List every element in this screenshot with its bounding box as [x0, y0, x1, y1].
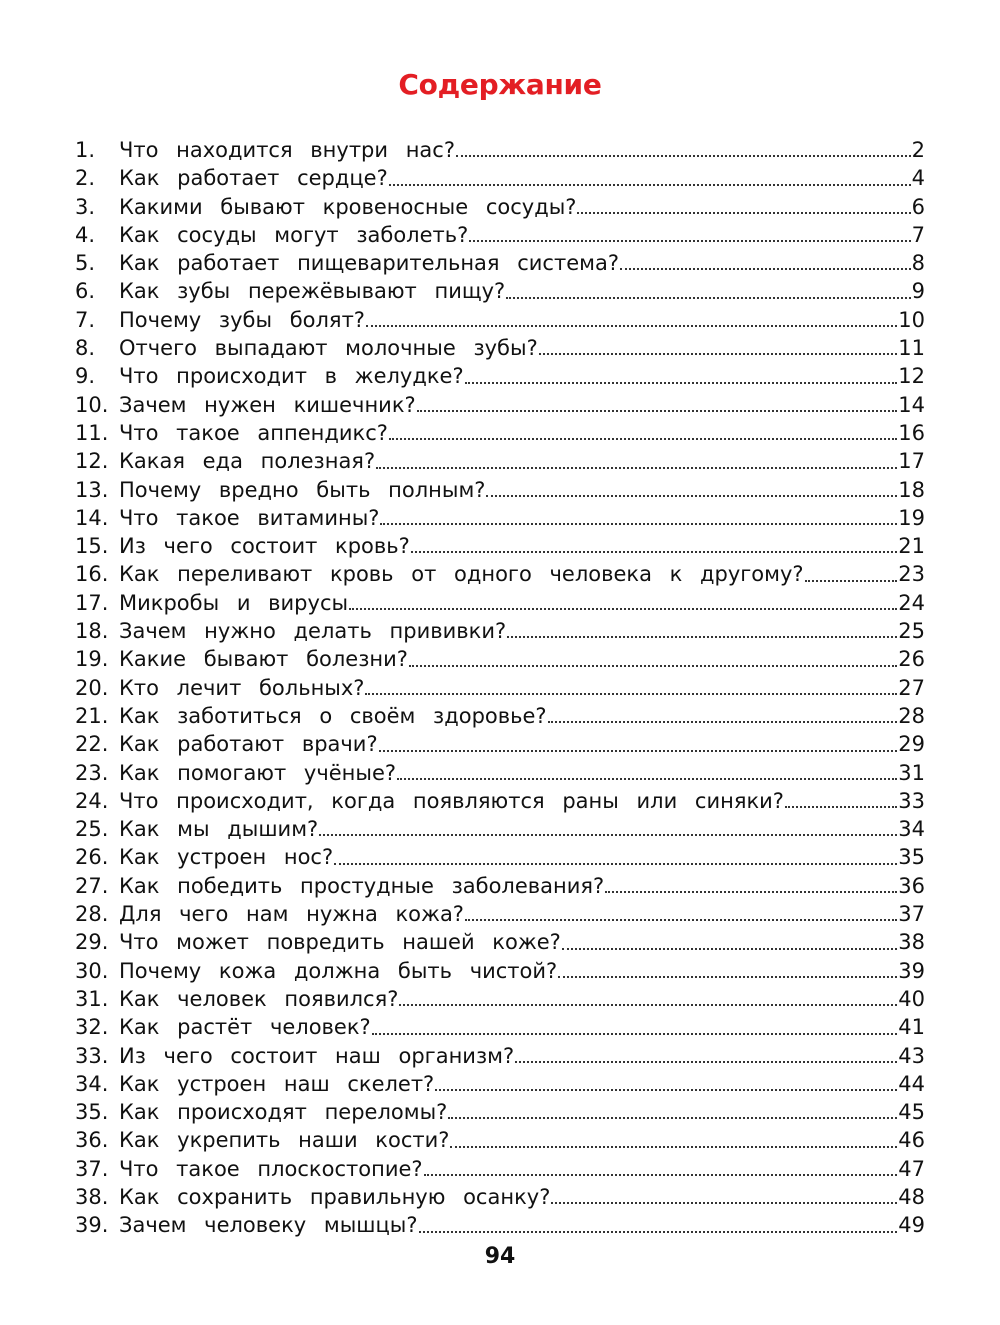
- toc-entry: [75, 560, 925, 588]
- toc-entry-page: 33: [898, 788, 925, 813]
- toc-entry-page: 17: [898, 449, 925, 474]
- dot-leader: [389, 184, 911, 186]
- toc-entry-number: 33.: [75, 1043, 109, 1068]
- dot-leader: [465, 919, 897, 921]
- toc-entry-title: Как происходят переломы?: [119, 1100, 448, 1125]
- toc-entry: [75, 1211, 925, 1239]
- dot-leader: [379, 750, 898, 752]
- dot-leader: [411, 551, 897, 553]
- toc-entry-title: Как переливают кровь от одного человека к другому?: [119, 562, 804, 587]
- toc-entry-title: Как растёт человек?: [119, 1015, 371, 1040]
- toc-entry: [75, 476, 925, 504]
- toc-entry-number: 7.: [75, 307, 96, 332]
- dot-leader: [372, 1033, 898, 1035]
- toc-entry-title: Как работает сердце?: [119, 166, 388, 191]
- toc-entry-number: 4.: [75, 222, 96, 247]
- toc-entry: [75, 1183, 925, 1211]
- toc-entry: [75, 759, 925, 787]
- dot-leader: [334, 863, 897, 865]
- toc-entry: [75, 1126, 925, 1154]
- toc-entry: [75, 1155, 925, 1183]
- dot-leader: [577, 212, 910, 214]
- toc-entry-number: 27.: [75, 873, 109, 898]
- toc-entry-title: Как сохранить правильную осанку?: [119, 1184, 551, 1209]
- toc-entry-number: 35.: [75, 1100, 109, 1125]
- toc-entry-number: 16.: [75, 562, 109, 587]
- toc-entry-page: 38: [898, 930, 925, 955]
- dot-leader: [366, 325, 897, 327]
- toc-entry-title: Как зубы пережёвывают пищу?: [119, 279, 506, 304]
- toc-entry-number: 11.: [75, 420, 109, 445]
- toc-entry: [75, 419, 925, 447]
- toc-entry-number: 32.: [75, 1015, 109, 1040]
- toc-entry-title: Как работает пищеварительная система?: [119, 251, 619, 276]
- toc-entry: [75, 136, 925, 164]
- toc-entry-number: 6.: [75, 279, 96, 304]
- toc-entry: [75, 193, 925, 221]
- toc-entry-number: 18.: [75, 619, 109, 644]
- toc-entry-title: Какая еда полезная?: [119, 449, 376, 474]
- toc-entry-page: 48: [898, 1184, 925, 1209]
- toc-entry-number: 36.: [75, 1128, 109, 1153]
- page-number: 94: [484, 1244, 516, 1269]
- toc-entry-page: 41: [898, 1015, 925, 1040]
- toc-entry-title: Какие бывают болезни?: [119, 647, 408, 672]
- toc-entry-number: 29.: [75, 930, 109, 955]
- toc-entry: [75, 787, 925, 815]
- dot-leader: [785, 806, 897, 808]
- dot-leader: [435, 1089, 897, 1091]
- toc-entry-title: Как устроен нос?: [119, 845, 334, 870]
- toc-entry-title: Как человек появился?: [119, 986, 399, 1011]
- toc-entry-number: 1.: [75, 138, 96, 162]
- dot-leader: [450, 1146, 897, 1148]
- toc-entry-number: 8.: [75, 336, 96, 361]
- toc-entry: [75, 362, 925, 390]
- toc-entry: [75, 1042, 925, 1070]
- toc-entry-page: 8: [911, 251, 925, 276]
- toc-entry-title: Как заботиться о своём здоровье?: [119, 703, 547, 728]
- toc-entry-page: 11: [898, 336, 925, 361]
- toc-entry-number: 3.: [75, 194, 96, 219]
- dot-leader: [319, 834, 897, 836]
- toc-entry-title: Зачем нужен кишечник?: [119, 392, 416, 417]
- toc-entry-number: 37.: [75, 1156, 109, 1181]
- dot-leader: [448, 1117, 897, 1119]
- toc-entry-title: Как работают врачи?: [119, 732, 378, 757]
- dot-leader: [506, 297, 910, 299]
- toc-entry-number: 22.: [75, 732, 109, 757]
- toc-entry-title: Что происходит, когда появляются раны или синяки?: [119, 788, 784, 813]
- toc-entry: [75, 1013, 925, 1041]
- toc-entry-page: 26: [898, 647, 925, 672]
- toc-entry-title: Что такое витамины?: [119, 505, 380, 530]
- toc-entry-page: 19: [898, 505, 925, 530]
- toc-entry-title: Как укрепить наши кости?: [119, 1128, 450, 1153]
- dot-leader: [605, 891, 897, 893]
- toc-entry: [75, 277, 925, 305]
- toc-entry-title: Как устроен наш скелет?: [119, 1071, 435, 1096]
- toc-entry-title: Какими бывают кровеносные сосуды?: [119, 194, 577, 219]
- toc-entry: [75, 164, 925, 192]
- dot-leader: [620, 268, 911, 270]
- toc-entry-title: Кто лечит больных?: [119, 675, 365, 700]
- toc-entry-page: 35: [898, 845, 925, 870]
- dot-leader: [465, 382, 898, 384]
- toc-entry-number: 2.: [75, 166, 96, 191]
- toc-entry-page: 43: [898, 1043, 925, 1068]
- dot-leader: [551, 1202, 897, 1204]
- toc-entry-page: 40: [898, 986, 925, 1011]
- toc-entry-number: 9.: [75, 364, 96, 389]
- toc-entry-page: 4: [911, 166, 925, 191]
- toc-entry-title: Микробы и вирусы: [119, 590, 349, 615]
- toc-entry: [75, 617, 925, 645]
- dot-leader: [507, 636, 897, 638]
- toc-entry: [75, 221, 925, 249]
- toc-entry-page: 24: [898, 590, 925, 615]
- toc-entry-page: 36: [898, 873, 925, 898]
- dot-leader: [548, 721, 898, 723]
- toc-entry-title: Что находится внутри нас?: [119, 138, 455, 162]
- toc-entry-title: Для чего нам нужна кожа?: [119, 902, 464, 927]
- toc-entry-number: 10.: [75, 392, 109, 417]
- dot-leader: [805, 580, 898, 582]
- toc-entry-page: 27: [898, 675, 925, 700]
- toc-entry-number: 13.: [75, 477, 109, 502]
- toc-entry-page: 7: [911, 222, 925, 247]
- toc-entry-title: Что такое плоскостопие?: [119, 1156, 423, 1181]
- dot-leader: [397, 778, 897, 780]
- toc-entry-page: 23: [898, 562, 925, 587]
- toc-entry-page: 37: [898, 902, 925, 927]
- toc-entry-page: 28: [898, 703, 925, 728]
- toc-entry-number: 12.: [75, 449, 109, 474]
- toc-entry-page: 44: [898, 1071, 925, 1096]
- toc-entry-title: Из чего состоит кровь?: [119, 534, 410, 559]
- toc-entry-number: 24.: [75, 788, 109, 813]
- toc-entry: [75, 702, 925, 730]
- toc-entry-title: Почему зубы болят?: [119, 307, 365, 332]
- toc-entry-page: 31: [898, 760, 925, 785]
- toc-entry-title: Как сосуды могут заболеть?: [119, 222, 469, 247]
- toc-entry-title: Отчего выпадают молочные зубы?: [119, 336, 538, 361]
- toc-entry: [75, 985, 925, 1013]
- toc-entry-number: 5.: [75, 251, 96, 276]
- toc-entry-title: Как мы дышим?: [119, 817, 319, 842]
- toc-entry-number: 21.: [75, 703, 109, 728]
- toc-entry: [75, 957, 925, 985]
- toc-entry-page: 39: [898, 958, 925, 983]
- dot-leader: [349, 608, 897, 610]
- dot-leader: [417, 410, 898, 412]
- toc-entry: [75, 900, 925, 928]
- toc-entry-page: 12: [898, 364, 925, 389]
- toc-entry: [75, 1098, 925, 1126]
- toc-entry-page: 9: [911, 279, 925, 304]
- table-of-contents: [75, 136, 925, 1240]
- toc-entry-number: 31.: [75, 986, 109, 1011]
- toc-entry-page: 45: [898, 1100, 925, 1125]
- dot-leader: [409, 665, 897, 667]
- toc-entry: [75, 306, 925, 334]
- toc-entry-number: 25.: [75, 817, 109, 842]
- toc-entry-page: 21: [898, 534, 925, 559]
- toc-entry-number: 19.: [75, 647, 109, 672]
- toc-entry: [75, 674, 925, 702]
- toc-entry-title: Из чего состоит наш организм?: [119, 1043, 515, 1068]
- toc-entry: [75, 928, 925, 956]
- toc-entry: [75, 730, 925, 758]
- toc-entry: [75, 1070, 925, 1098]
- dot-leader: [558, 976, 897, 978]
- dot-leader: [456, 155, 911, 157]
- toc-entry-page: 29: [898, 732, 925, 757]
- toc-entry-number: 38.: [75, 1184, 109, 1209]
- dot-leader: [380, 523, 897, 525]
- toc-entry: [75, 447, 925, 475]
- toc-entry-number: 23.: [75, 760, 109, 785]
- page-title: Содержание: [398, 68, 602, 101]
- toc-entry-page: 2: [911, 138, 925, 162]
- toc-entry: [75, 249, 925, 277]
- toc-entry-number: 34.: [75, 1071, 109, 1096]
- toc-entry-title: Что происходит в желудке?: [119, 364, 464, 389]
- toc-entry-page: 16: [898, 420, 925, 445]
- toc-entry-number: 14.: [75, 505, 109, 530]
- toc-entry: [75, 815, 925, 843]
- toc-entry-title: Зачем человеку мышцы?: [119, 1213, 418, 1238]
- toc-entry: [75, 645, 925, 673]
- toc-entry: [75, 843, 925, 871]
- toc-entry: [75, 872, 925, 900]
- dot-leader: [486, 495, 897, 497]
- toc-entry: [75, 589, 925, 617]
- toc-entry-title: Как победить простудные заболевания?: [119, 873, 605, 898]
- dot-leader: [399, 1004, 897, 1006]
- toc-entry-title: Как помогают учёные?: [119, 760, 397, 785]
- dot-leader: [419, 1231, 898, 1233]
- toc-entry-title: Что может повредить нашей коже?: [119, 930, 561, 955]
- toc-entry-number: 28.: [75, 902, 109, 927]
- dot-leader: [469, 240, 910, 242]
- dot-leader: [424, 1174, 898, 1176]
- toc-entry-page: 6: [911, 194, 925, 219]
- dot-leader: [365, 693, 897, 695]
- toc-entry-title: Почему кожа должна быть чистой?: [119, 958, 558, 983]
- toc-entry-page: 14: [898, 392, 925, 417]
- toc-entry-page: 46: [898, 1128, 925, 1153]
- toc-entry: [75, 532, 925, 560]
- dot-leader: [389, 438, 897, 440]
- toc-entry-title: Почему вредно быть полным?: [119, 477, 486, 502]
- toc-entry-page: 25: [898, 619, 925, 644]
- toc-entry-number: 17.: [75, 590, 109, 615]
- dot-leader: [515, 1061, 897, 1063]
- toc-entry: [75, 391, 925, 419]
- dot-leader: [562, 948, 897, 950]
- toc-entry-number: 20.: [75, 675, 109, 700]
- toc-entry-title: Что такое аппендикс?: [119, 420, 388, 445]
- toc-entry-number: 39.: [75, 1213, 109, 1238]
- dot-leader: [539, 353, 898, 355]
- toc-entry-page: 10: [898, 307, 925, 332]
- toc-entry-number: 26.: [75, 845, 109, 870]
- toc-entry-number: 15.: [75, 534, 109, 559]
- dot-leader: [376, 467, 897, 469]
- toc-entry-page: 49: [898, 1213, 925, 1238]
- toc-entry-page: 47: [898, 1156, 925, 1181]
- toc-entry-page: 34: [898, 817, 925, 842]
- toc-entry: [75, 334, 925, 362]
- toc-entry-number: 30.: [75, 958, 109, 983]
- toc-entry-page: 18: [898, 477, 925, 502]
- toc-entry-title: Зачем нужно делать прививки?: [119, 619, 507, 644]
- toc-entry: [75, 504, 925, 532]
